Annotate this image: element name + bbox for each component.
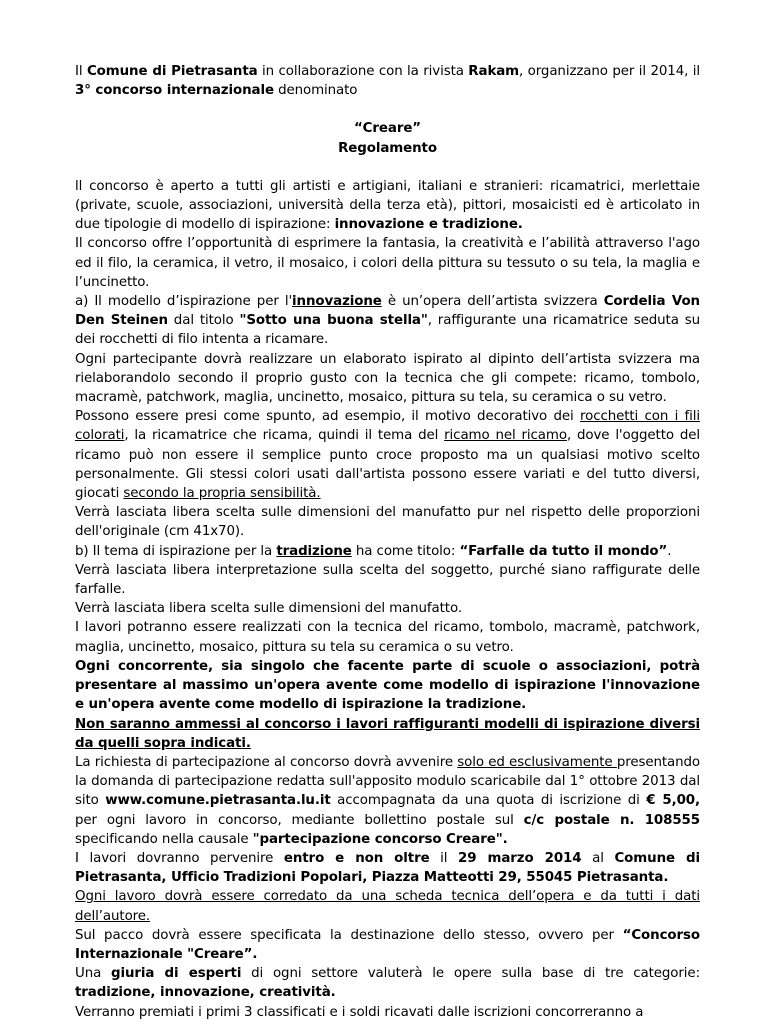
bold-span: giuria di esperti — [111, 966, 242, 982]
bold-span: innovazione e tradizione. — [334, 217, 523, 233]
text-span: , organizzano per il 2014, il — [519, 64, 700, 79]
website-url: www.comune.pietrasanta.lu.it — [105, 793, 331, 809]
bold-span: Comune di Pietrasanta, Ufficio Tradizioni Popolari, Piazza Matteotti 29, 55045 Pietrasanta. — [75, 850, 700, 886]
bold-span: Ogni concorrente, sia singolo che facente parte di scuole o associazioni, potrà presentare al massimo un'opera avente come modello di ispirazione l'innovazione e un'opera avente come modello di ispirazione la tradizione. — [75, 658, 700, 713]
bold-span: “Concorso Internazionale "Creare”. — [75, 927, 700, 962]
text-span: denominato — [273, 83, 358, 99]
underline-span: rocchetti con i fili colorati — [75, 409, 700, 444]
paragraph-2: Il concorso offre l’opportunità di esprimere la fantasia, la creatività e l’abilità attraverso l'ago ed il filo, la ceramica, il vetro, il mosaico, i colori della pittura su tessuto o su tela, la maglia e l’uncinetto. — [75, 236, 700, 290]
text-span: per ogni lavoro in concorso, mediante bollettino postale sul — [75, 812, 524, 828]
text-span: ll concorso è aperto a tutti gli artisti e artigiani, italiani e stranieri: ricamatrici, merlettaie (private, scuole, associazioni, università della terza età), pittori, mosaicisti ed è articolato in due tipologie di modello di ispirazione: — [75, 178, 700, 233]
paragraph-13 — [75, 753, 700, 849]
bold-span: c/c postale n. 108555 — [523, 812, 700, 828]
text-span: al — [581, 850, 615, 866]
bold-underline-span: tradizione — [276, 543, 352, 559]
text-span: b) Il tema di ispirazione per la — [75, 543, 277, 559]
paragraph-14 — [75, 849, 700, 887]
text-span: La richiesta di partecipazione al concorso dovrà avvenire — [75, 754, 458, 770]
text-span: , la ricamatrice che ricama, quindi il tema del — [124, 428, 445, 444]
text-span: è un’opera dell’artista svizzera — [381, 294, 604, 310]
paragraph-18: Verranno premiati i primi 3 classificati e i soldi ricavati dalle iscrizioni concorreranno a — [75, 1004, 644, 1020]
bold-span: "Sotto una buona stella" — [239, 313, 428, 329]
text-span: ha come titolo: — [351, 543, 460, 559]
text-span: , raffigurante una ricamatrice seduta su dei rocchetti di filo intenta a ricamare. — [75, 313, 700, 348]
paragraph-12 — [75, 715, 700, 753]
paragraph-11 — [75, 657, 700, 715]
paragraph-16 — [75, 926, 700, 964]
underline-span: ricamo nel ricamo — [444, 428, 567, 444]
text-span: in collaborazione con la rivista — [257, 64, 469, 79]
bold-underline-span: innovazione — [292, 294, 382, 310]
underline-span: solo ed esclusivamente — [457, 754, 617, 770]
text-span: . — [667, 543, 672, 559]
text-span: , dove l'oggetto del ricamo può non essere il semplice punto croce proposto ma un qualsiasi motivo scelto personalmente. Gli stessi colori usati dall'artista possono essere variati e del tutto diversi, giocati — [75, 428, 700, 502]
text-span: accompagnata da una quota di iscrizione di — [330, 793, 647, 809]
spacer — [75, 100, 700, 119]
paragraph-3 — [75, 292, 700, 350]
paragraph-5 — [75, 407, 700, 503]
text-span: specificando nella causale — [75, 831, 253, 847]
text-span: a) Il modello d’ispirazione per l' — [75, 294, 293, 310]
paragraph-8: Verrà lasciata libera interpretazione sulla scelta del soggetto, purché siano raffigurate delle farfalle. — [75, 562, 700, 598]
bold-span: entro e non oltre — [283, 850, 430, 866]
bold-span: € 5,00, — [646, 793, 701, 809]
bold-span: “Farfalle da tutto il mondo” — [459, 543, 668, 559]
intro-paragraph — [75, 62, 700, 100]
text-span: dal titolo — [167, 313, 240, 329]
document-subtitle: Regolamento — [338, 140, 437, 156]
document-title: “Creare” — [353, 121, 422, 137]
spacer — [75, 158, 700, 177]
paragraph-4: Ogni partecipante dovrà realizzare un elaborato ispirato al dipinto dell’artista svizzera ma rielaborandolo secondo il proprio gusto con la tecnica che gli compete: ricamo, tombolo, macramè, patchwork, maglia, uncinetto, mosaico, pittura su tela, su ceramica o su vetro. — [75, 351, 700, 406]
text-span: Possono essere presi come spunto, ad esempio, il motivo decorativo dei — [75, 409, 580, 425]
paragraph-6: Verrà lasciata libera scelta sulle dimensioni del manufatto pur nel rispetto delle proporzioni dell'originale (cm 41x70). — [75, 505, 700, 540]
underline-span: secondo la propria sensibilità. — [123, 486, 321, 502]
text-span: Sul pacco dovrà essere specificata la destinazione dello stesso, ovvero per — [75, 927, 623, 943]
bold-span: Comune di Pietrasanta — [86, 64, 258, 79]
paragraph-15 — [75, 887, 700, 925]
bold-span: 3° concorso internazionale — [75, 83, 274, 99]
underline-span: Ogni lavoro dovrà essere corredato da una scheda tecnica dell’opera e da tutti i dati dell’autore. — [75, 889, 700, 924]
paragraph-1 — [75, 177, 700, 235]
paragraph-10: I lavori potranno essere realizzati con la tecnica del ricamo, tombolo, macramè, patchwork, maglia, uncinetto, mosaico, pittura su tela su ceramica o su vetro. — [75, 620, 700, 655]
paragraph-9: Verrà lasciata libera scelta sulle dimensioni del manufatto. — [75, 601, 462, 617]
bold-span: Cordelia Von Den Steinen — [75, 294, 700, 329]
paragraph-7 — [75, 542, 700, 561]
bold-span: 29 marzo 2014 — [458, 850, 582, 866]
text-span: Una — [75, 966, 111, 982]
text-span: il — [429, 850, 459, 866]
paragraph-17 — [75, 964, 700, 1002]
text-span: I lavori dovranno pervenire — [75, 850, 284, 866]
text-span: presentando la domanda di partecipazione redatta sull'apposito modulo scaricabile dal 1° ottobre 2013 dal sito — [75, 754, 700, 809]
bold-span: tradizione, innovazione, creatività. — [75, 985, 336, 1001]
bold-span: "partecipazione concorso Creare". — [252, 831, 508, 847]
bold-underline-span: Non saranno ammessi al concorso i lavori raffiguranti modelli di ispirazione diversi da quelli sopra indicati. — [75, 716, 700, 751]
bold-span: Rakam — [468, 64, 520, 79]
text-span: Il — [75, 64, 87, 79]
text-span: di ogni settore valuterà le opere sulla base di tre categorie: — [241, 966, 700, 982]
document-page — [75, 62, 700, 1022]
